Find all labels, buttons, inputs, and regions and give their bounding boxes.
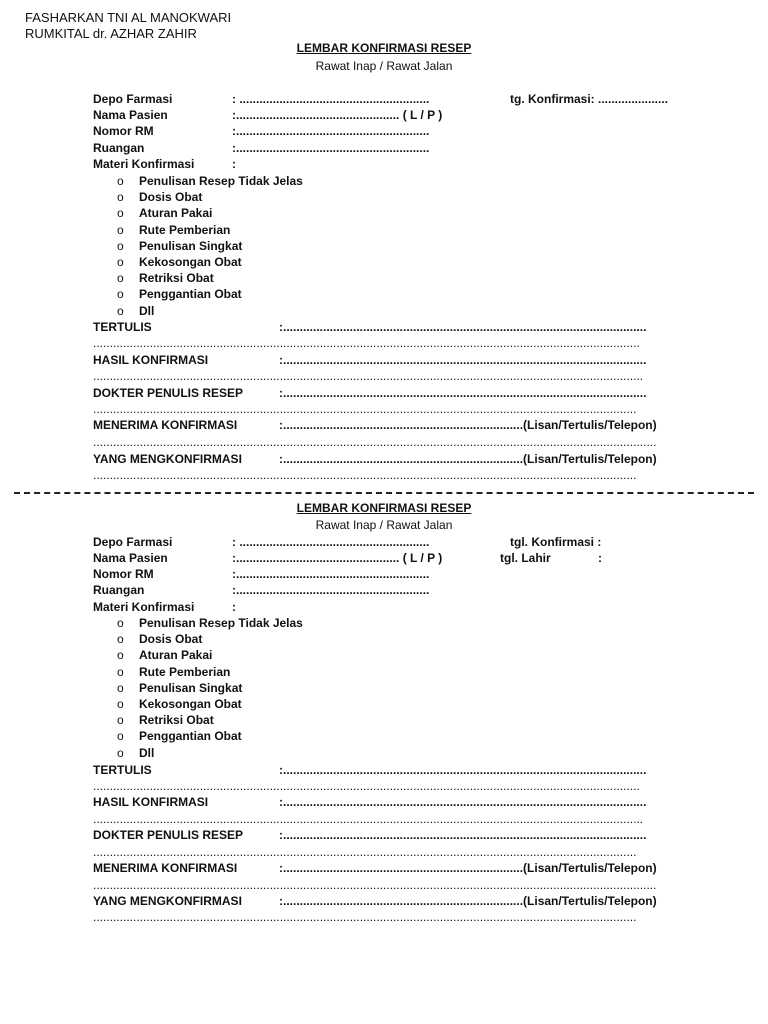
checkbox-bullet[interactable]: o — [117, 697, 124, 711]
materi-konfirmasi-label: Materi Konfirmasi — [93, 157, 195, 171]
nama-pasien-field[interactable]: :................................................. ( L / P ) — [232, 108, 443, 122]
form-subtitle: Rawat Inap / Rawat Jalan — [315, 518, 453, 532]
materi-konfirmasi-colon: : — [232, 157, 236, 171]
materi-item-label: Rute Pemberian — [139, 665, 231, 679]
checkbox-bullet[interactable]: o — [117, 648, 124, 662]
dokter-penulis-resep-field[interactable]: :............................................................................................................. — [279, 386, 647, 400]
depo-farmasi-label: Depo Farmasi — [93, 92, 173, 106]
materi-item-label: Penggantian Obat — [139, 729, 242, 743]
menerima-konfirmasi-label: MENERIMA KONFIRMASI — [93, 418, 238, 432]
checkbox-bullet[interactable]: o — [117, 713, 124, 727]
tertulis-label: TERTULIS — [93, 320, 152, 334]
materi-item-label: Dll — [139, 304, 155, 318]
yang-mengkonfirmasi-label: YANG MENGKONFIRMASI — [93, 894, 242, 908]
form-title: LEMBAR KONFIRMASI RESEP — [296, 41, 472, 55]
ruangan-label: Ruangan — [93, 141, 145, 155]
yang-mengkonfirmasi-label: YANG MENGKONFIRMASI — [93, 452, 242, 466]
hasil-konfirmasi-label: HASIL KONFIRMASI — [93, 353, 209, 367]
tertulis-field[interactable]: :............................................................................................................. — [279, 320, 647, 334]
institution-line-2: RUMKITAL dr. AZHAR ZAHIR — [25, 26, 197, 41]
materi-konfirmasi-label: Materi Konfirmasi — [93, 600, 195, 614]
checkbox-bullet[interactable]: o — [117, 287, 124, 301]
institution-line-1: FASHARKAN TNI AL MANOKWARI — [25, 10, 232, 25]
nama-pasien-label: Nama Pasien — [93, 551, 168, 565]
tertulis-label: TERTULIS — [93, 763, 152, 777]
menerima-konfirmasi-field[interactable]: :........................................................................(Lisan/Tertulis/Telepon) — [279, 861, 657, 875]
nomor-rm-field[interactable]: :.......................................................... — [232, 124, 430, 138]
checkbox-bullet[interactable]: o — [117, 271, 124, 285]
hasil-konfirmasi-continuation[interactable]: ..................................................................................................................................................................... — [93, 369, 644, 383]
materi-item-label: Rute Pemberian — [139, 223, 231, 237]
ruangan-field[interactable]: :.......................................................... — [232, 141, 430, 155]
hasil-konfirmasi-field[interactable]: :............................................................................................................. — [279, 353, 647, 367]
materi-item-label: Penulisan Singkat — [139, 681, 243, 695]
dokter-penulis-resep-continuation[interactable]: ................................................................................................................................................................... — [93, 845, 637, 859]
checkbox-bullet[interactable]: o — [117, 304, 124, 318]
hasil-konfirmasi-label: HASIL KONFIRMASI — [93, 795, 209, 809]
ruangan-field[interactable]: :.......................................................... — [232, 583, 430, 597]
checkbox-bullet[interactable]: o — [117, 632, 124, 646]
nomor-rm-label: Nomor RM — [93, 124, 154, 138]
checkbox-bullet[interactable]: o — [117, 665, 124, 679]
tgl-lahir-label: tgl. Lahir — [500, 551, 551, 565]
checkbox-bullet[interactable]: o — [117, 190, 124, 204]
materi-item-label: Dosis Obat — [139, 632, 203, 646]
menerima-konfirmasi-continuation[interactable]: ......................................................................................................................................................................... — [93, 435, 657, 449]
nama-pasien-field[interactable]: :................................................. ( L / P ) — [232, 551, 443, 565]
materi-item-label: Penulisan Resep Tidak Jelas — [139, 616, 303, 630]
tgl-konfirmasi-field[interactable]: tgl. Konfirmasi : — [510, 535, 602, 549]
materi-item-label: Penggantian Obat — [139, 287, 242, 301]
materi-item-label: Aturan Pakai — [139, 206, 213, 220]
hasil-konfirmasi-continuation[interactable]: ..................................................................................................................................................................... — [93, 812, 644, 826]
checkbox-bullet[interactable]: o — [117, 616, 124, 630]
checkbox-bullet[interactable]: o — [117, 681, 124, 695]
materi-item-label: Penulisan Singkat — [139, 239, 243, 253]
dokter-penulis-resep-label: DOKTER PENULIS RESEP — [93, 386, 244, 400]
depo-farmasi-field[interactable]: : ......................................................... — [232, 535, 430, 549]
materi-item-label: Kekosongan Obat — [139, 697, 242, 711]
materi-item-label: Dll — [139, 746, 155, 760]
nama-pasien-label: Nama Pasien — [93, 108, 168, 122]
dokter-penulis-resep-field[interactable]: :............................................................................................................. — [279, 828, 647, 842]
checkbox-bullet[interactable]: o — [117, 729, 124, 743]
checkbox-bullet[interactable]: o — [117, 746, 124, 760]
nomor-rm-field[interactable]: :.......................................................... — [232, 567, 430, 581]
yang-mengkonfirmasi-continuation[interactable]: ................................................................................................................................................................... — [93, 468, 637, 482]
menerima-konfirmasi-label: MENERIMA KONFIRMASI — [93, 861, 238, 875]
dokter-penulis-resep-label: DOKTER PENULIS RESEP — [93, 828, 244, 842]
materi-item-label: Dosis Obat — [139, 190, 203, 204]
tertulis-continuation[interactable]: .................................................................................................................................................................... — [93, 336, 640, 350]
depo-farmasi-label: Depo Farmasi — [93, 535, 173, 549]
tertulis-field[interactable]: :............................................................................................................. — [279, 763, 647, 777]
menerima-konfirmasi-continuation[interactable]: ......................................................................................................................................................................... — [93, 878, 657, 892]
materi-item-label: Retriksi Obat — [139, 271, 214, 285]
nomor-rm-label: Nomor RM — [93, 567, 154, 581]
ruangan-label: Ruangan — [93, 583, 145, 597]
hasil-konfirmasi-field[interactable]: :............................................................................................................. — [279, 795, 647, 809]
checkbox-bullet[interactable]: o — [117, 239, 124, 253]
cut-line-divider — [14, 492, 754, 494]
materi-item-label: Kekosongan Obat — [139, 255, 242, 269]
document-header — [25, 10, 231, 42]
menerima-konfirmasi-field[interactable]: :........................................................................(Lisan/Tertulis/Telepon) — [279, 418, 657, 432]
dokter-penulis-resep-continuation[interactable]: ................................................................................................................................................................... — [93, 402, 637, 416]
materi-item-label: Penulisan Resep Tidak Jelas — [139, 174, 303, 188]
checkbox-bullet[interactable]: o — [117, 223, 124, 237]
form-subtitle: Rawat Inap / Rawat Jalan — [315, 59, 453, 73]
checkbox-bullet[interactable]: o — [117, 206, 124, 220]
checkbox-bullet[interactable]: o — [117, 174, 124, 188]
materi-item-label: Retriksi Obat — [139, 713, 214, 727]
checkbox-bullet[interactable]: o — [117, 255, 124, 269]
materi-konfirmasi-colon: : — [232, 600, 236, 614]
yang-mengkonfirmasi-continuation[interactable]: ................................................................................................................................................................... — [93, 910, 637, 924]
yang-mengkonfirmasi-field[interactable]: :........................................................................(Lisan/Tertulis/Telepon) — [279, 452, 657, 466]
depo-farmasi-field[interactable]: : ......................................................... — [232, 92, 430, 106]
form-title: LEMBAR KONFIRMASI RESEP — [296, 501, 472, 515]
tertulis-continuation[interactable]: .................................................................................................................................................................... — [93, 779, 640, 793]
yang-mengkonfirmasi-field[interactable]: :........................................................................(Lisan/Tertulis/Telepon) — [279, 894, 657, 908]
tgl-lahir-colon[interactable]: : — [598, 551, 602, 565]
tgl-konfirmasi-field[interactable]: tg. Konfirmasi: ..................... — [510, 92, 669, 106]
materi-item-label: Aturan Pakai — [139, 648, 213, 662]
